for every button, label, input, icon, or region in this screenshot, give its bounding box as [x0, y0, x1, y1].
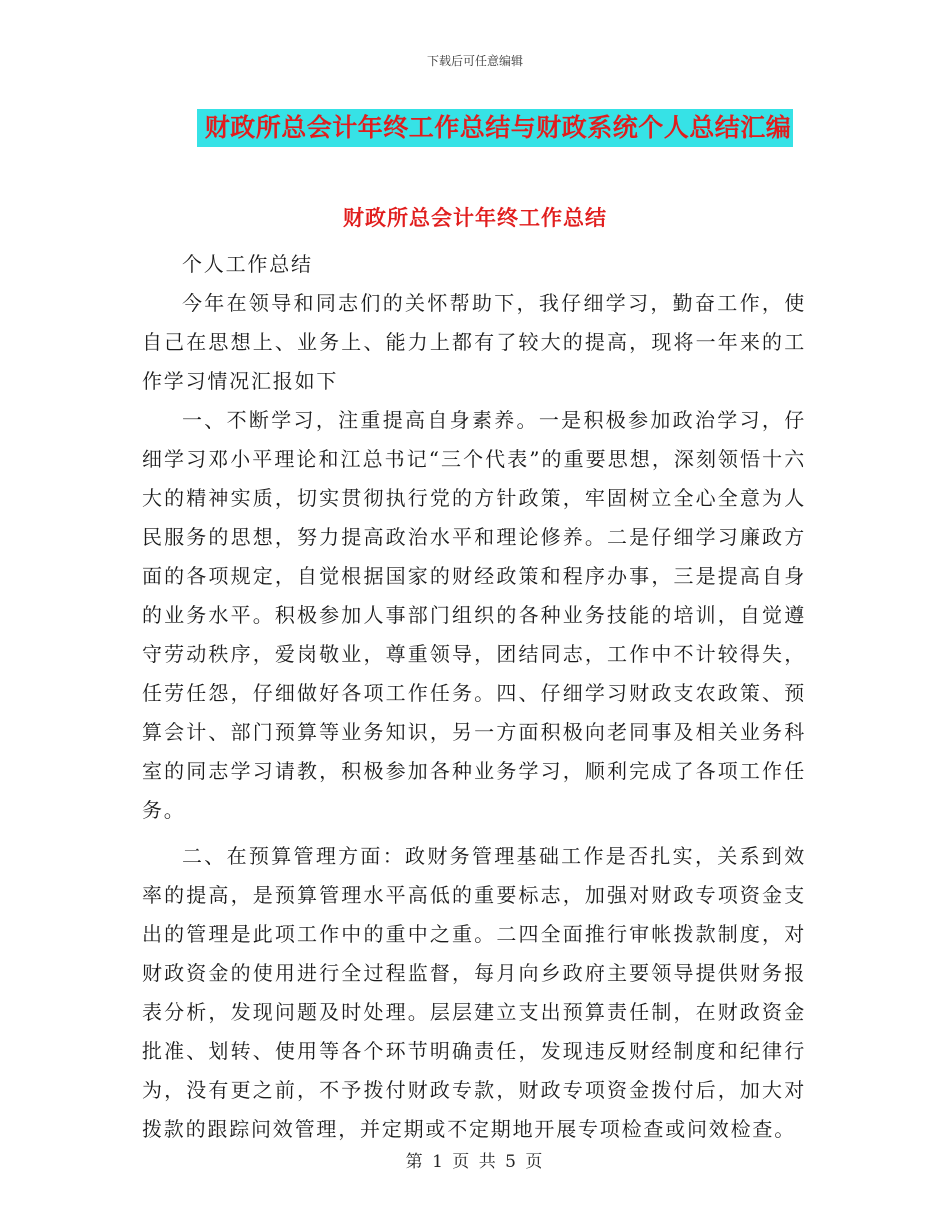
- page-footer: 第 1 页 共 5 页: [405, 1152, 545, 1172]
- header-note: 下载后可任意编辑: [426, 54, 523, 68]
- main-title: 财政所总会计年终工作总结与财政系统个人总结汇编: [197, 109, 794, 147]
- paragraph: 一、不断学习，注重提高自身素养。一是积极参加政治学习，仔细学习邓小平理论和江总书记“三个代表”的重要思想，深刻领悟十六大的精神实质，切实贯彻执行党的方针政策，牢固树立全心全意为人民服务的思想，努力提高政治水平和理论修养。二是仔细学习廉政方面的各项规定，自觉根据国家的财经政策和程序办事，三是提高自身的业务水平。积极参加人事部门组织的各种业务技能的培训，自觉遵守劳动秩序，爱岗敬业，尊重领导，团结同志，工作中不计较得失，任劳任怨，仔细做好各项工作任务。四、仔细学习财政支农政策、预算会计、部门预算等业务知识，另一方面积极向老同事及相关业务科室的同志学习请教，积极参加各种业务学习，顺利完成了各项工作任务。: [142, 408, 806, 822]
- paragraph: 今年在领导和同志们的关怀帮助下，我仔细学习，勤奋工作，使自己在思想上、业务上、能力上都有了较大的提高，现将一年来的工作学习情况汇报如下: [142, 291, 806, 393]
- paragraph: 二、在预算管理方面：政财务管理基础工作是否扎实，关系到效率的提高，是预算管理水平高低的重要标志，加强对财政专项资金支出的管理是此项工作中的重中之重。二四全面推行审帐拨款制度，对财政资金的使用进行全过程监督，每月向乡政府主要领导提供财务报表分析，发现问题及时处理。层层建立支出预算责任制，在财政资金批准、划转、使用等各个环节明确责任，发现违反财经制度和纪律行为，没有更之前，不予拨付财政专款，财政专项资金拨付后，加大对拨款的跟踪问效管理，并定期或不定期地开展专项检查或问效检查。: [142, 844, 806, 1141]
- main-title-wrap: [0, 109, 950, 147]
- document-body: [142, 245, 806, 1149]
- section-title: 财政所总会计年终工作总结: [343, 206, 607, 230]
- paragraph: 个人工作总结: [182, 252, 313, 276]
